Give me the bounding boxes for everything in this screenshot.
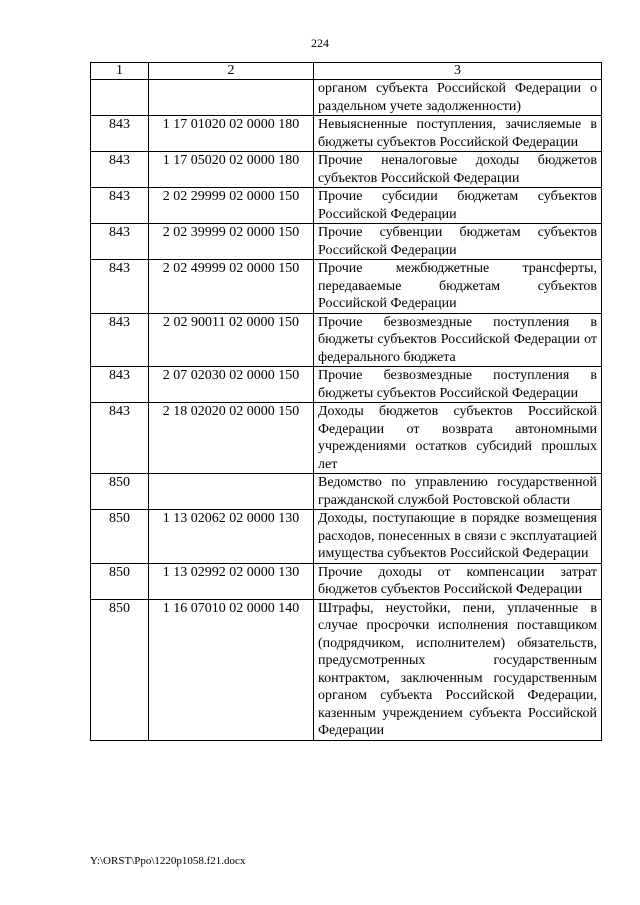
header-col-2: 2	[149, 63, 314, 80]
kbk-code-cell: 2 02 90011 02 0000 150	[149, 313, 314, 367]
table-row	[91, 599, 602, 740]
table-row	[91, 188, 602, 224]
admin-code-cell: 843	[91, 260, 149, 314]
table-row	[91, 152, 602, 188]
kbk-code-cell: 2 02 39999 02 0000 150	[149, 224, 314, 260]
kbk-code-cell: 1 16 07010 02 0000 140	[149, 599, 314, 740]
kbk-code-cell	[149, 474, 314, 510]
admin-code-cell: 843	[91, 403, 149, 474]
description-cell: Доходы бюджетов субъектов Российской Федерации от возврата автономными учреждениями остатков субсидий прошлых лет	[314, 403, 602, 474]
page-number: 224	[311, 36, 329, 50]
description-cell: Прочие неналоговые доходы бюджетов субъектов Российской Федерации	[314, 152, 602, 188]
kbk-code-cell	[149, 80, 314, 116]
kbk-code-cell: 2 02 29999 02 0000 150	[149, 188, 314, 224]
description-cell: Штрафы, неустойки, пени, уплаченные в случае просрочки исполнения поставщиком (подрядчиком, исполнителем) обязательств, предусмотренных государственным контрактом, заключенным государственным органом субъекта Российской Федерации, казенным учреждением субъекта Российской Федерации	[314, 599, 602, 740]
table-row	[91, 80, 602, 116]
file-path-footer: Y:\ORST\Ppo\1220p1058.f21.docx	[90, 855, 246, 867]
kbk-code-cell: 1 17 05020 02 0000 180	[149, 152, 314, 188]
description-cell: Прочие межбюджетные трансферты, передаваемые бюджетам субъектов Российской Федерации	[314, 260, 602, 314]
admin-code-cell: 843	[91, 188, 149, 224]
kbk-code-cell: 2 18 02020 02 0000 150	[149, 403, 314, 474]
table-row	[91, 367, 602, 403]
table-row	[91, 474, 602, 510]
kbk-code-cell: 1 17 01020 02 0000 180	[149, 116, 314, 152]
header-col-3: 3	[314, 63, 602, 80]
admin-code-cell: 850	[91, 474, 149, 510]
admin-code-cell	[91, 80, 149, 116]
kbk-code-cell: 1 13 02992 02 0000 130	[149, 563, 314, 599]
description-cell: Прочие субвенции бюджетам субъектов Российской Федерации	[314, 224, 602, 260]
admin-code-cell: 850	[91, 599, 149, 740]
header-col-1: 1	[91, 63, 149, 80]
table-row	[91, 116, 602, 152]
description-cell: Прочие субсидии бюджетам субъектов Российской Федерации	[314, 188, 602, 224]
description-cell: Невыясненные поступления, зачисляемые в бюджеты субъектов Российской Федерации	[314, 116, 602, 152]
description-cell: Ведомство по управлению государственной гражданской службой Ростовской области	[314, 474, 602, 510]
kbk-code-cell: 2 07 02030 02 0000 150	[149, 367, 314, 403]
admin-code-cell: 850	[91, 563, 149, 599]
admin-code-cell: 850	[91, 510, 149, 564]
admin-code-cell: 843	[91, 152, 149, 188]
kbk-code-cell: 1 13 02062 02 0000 130	[149, 510, 314, 564]
admin-code-cell: 843	[91, 367, 149, 403]
table-row	[91, 224, 602, 260]
description-cell: Прочие безвозмездные поступления в бюджеты субъектов Российской Федерации от федерального бюджета	[314, 313, 602, 367]
table-row	[91, 260, 602, 314]
kbk-code-cell: 2 02 49999 02 0000 150	[149, 260, 314, 314]
table-row	[91, 403, 602, 474]
table-row	[91, 563, 602, 599]
description-cell: органом субъекта Российской Федерации о раздельном учете задолженности)	[314, 80, 602, 116]
table-row	[91, 313, 602, 367]
revenue-codes-table	[90, 62, 602, 741]
table-header-row	[91, 63, 602, 80]
description-cell: Прочие доходы от компенсации затрат бюджетов субъектов Российской Федерации	[314, 563, 602, 599]
admin-code-cell: 843	[91, 224, 149, 260]
admin-code-cell: 843	[91, 116, 149, 152]
admin-code-cell: 843	[91, 313, 149, 367]
description-cell: Прочие безвозмездные поступления в бюджеты субъектов Российской Федерации	[314, 367, 602, 403]
table-row	[91, 510, 602, 564]
description-cell: Доходы, поступающие в порядке возмещения расходов, понесенных в связи с эксплуатацией имущества субъектов Российской Федерации	[314, 510, 602, 564]
